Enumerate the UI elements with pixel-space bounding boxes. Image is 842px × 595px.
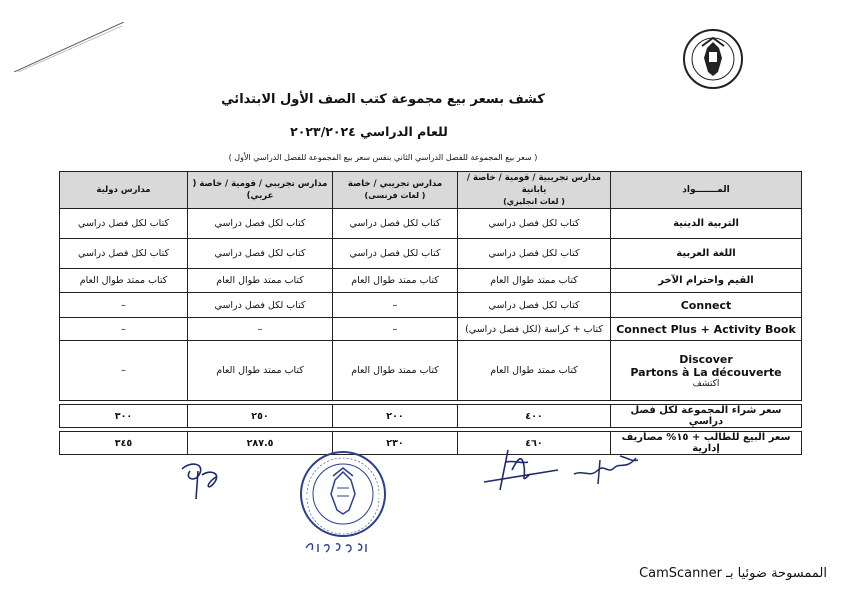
row-cell: – (333, 293, 458, 318)
row-cell: – (60, 293, 188, 318)
header-col1-title: مدارس تجريبية / قومية / خاصة / يابانية (466, 173, 602, 195)
row-cell: كتاب لكل فصل دراسي (458, 293, 611, 318)
row-subject: اللغة العربية (611, 239, 802, 269)
table-row (60, 269, 802, 293)
subject-line-partons: Partons à La découverte (630, 365, 782, 379)
camscanner-footer: الممسوحة ضوئيا بـ CamScanner (639, 566, 827, 581)
row-cell: – (333, 318, 458, 341)
table-row-discover (60, 341, 802, 401)
row-cell: كتاب لكل فصل دراسي (188, 239, 333, 269)
price-cell: ٣٠٠ (60, 405, 188, 428)
header-col2 (333, 172, 458, 209)
row-cell: كتاب ممتد طوال العام (188, 341, 333, 401)
scan-line-decoration (14, 22, 124, 72)
header-col2-sub: ( لغات فرنسى) (364, 191, 426, 200)
row-cell: – (60, 318, 188, 341)
academic-year: للعام الدراسي ٢٠٢٣/٢٠٢٤ (290, 124, 448, 139)
row-subject-discover (611, 341, 802, 401)
official-stamp (297, 448, 389, 540)
header-subject: المـــــــواد (611, 172, 802, 209)
row-cell: كتاب لكل فصل دراسي (333, 239, 458, 269)
row-cell: كتاب لكل فصل دراسي (333, 209, 458, 239)
row-cell: كتاب ممتد طوال العام (188, 269, 333, 293)
stamp-serial (302, 538, 372, 556)
row-subject: Connect Plus + Activity Book (611, 318, 802, 341)
price-row (60, 405, 802, 428)
row-cell: كتاب ممتد طوال العام (60, 269, 188, 293)
row-cell: كتاب لكل فصل دراسي (458, 239, 611, 269)
table-row (60, 239, 802, 269)
price-note: ( سعر بيع المجموعة للفصل الدراسي الثاني بنفس سعر بيع المجموعة للفصل الدراسي الأول ) (228, 153, 538, 162)
header-col2-title: مدارس تجريبي / خاصة (347, 179, 443, 189)
price-cell: ٢٨٧.٥ (188, 432, 333, 455)
header-col1 (458, 172, 611, 209)
signature-middle (478, 440, 560, 496)
subject-line-arabic: اكتشف (692, 378, 720, 389)
table-header-row (60, 172, 802, 209)
signature-left (176, 455, 228, 505)
row-cell: – (188, 318, 333, 341)
price-cell: ٢٣٠ (333, 432, 458, 455)
signature-right (570, 448, 642, 490)
table-row (60, 209, 802, 239)
row-cell: كتاب ممتد طوال العام (333, 341, 458, 401)
row-subject: التربية الدينية (611, 209, 802, 239)
row-subject: Connect (611, 293, 802, 318)
ministry-logo (682, 28, 744, 90)
row-cell: كتاب لكل فصل دراسي (60, 209, 188, 239)
price-label: سعر شراء المجموعة لكل فصل دراسي (611, 405, 802, 428)
document-title: كشف بسعر بيع مجموعة كتب الصف الأول الابتدائي (221, 92, 545, 107)
row-subject: القيم واحترام الآخر (611, 269, 802, 293)
header-col3: مدارس تجريبي / قومية / خاصة ( عربي) (188, 172, 333, 209)
row-cell: كتاب ممتد طوال العام (333, 269, 458, 293)
row-cell: كتاب ممتد طوال العام (458, 341, 611, 401)
row-cell: كتاب لكل فصل دراسي (458, 209, 611, 239)
price-cell: ٢٠٠ (333, 405, 458, 428)
header-col4: مدارس دولية (60, 172, 188, 209)
subject-line-discover: Discover (679, 352, 733, 366)
table-row (60, 318, 802, 341)
price-cell: ٢٥٠ (188, 405, 333, 428)
row-cell: كتاب لكل فصل دراسي (188, 209, 333, 239)
price-label: سعر البيع للطالب + ١٥% مصاريف إدارية (611, 432, 802, 455)
row-cell: – (60, 341, 188, 401)
price-cell: ٤٠٠ (458, 405, 611, 428)
row-cell: كتاب ممتد طوال العام (458, 269, 611, 293)
price-cell: ٤٦٠ (458, 432, 611, 455)
price-cell: ٣٤٥ (60, 432, 188, 455)
price-row (60, 432, 802, 455)
header-col1-sub: ( لغات انجليزي) (503, 197, 565, 206)
row-cell: كتاب لكل فصل دراسي (60, 239, 188, 269)
books-price-table (59, 171, 802, 455)
table-row (60, 293, 802, 318)
row-cell: كتاب لكل فصل دراسي (188, 293, 333, 318)
row-cell: كتاب + كراسة (لكل فصل دراسي) (458, 318, 611, 341)
